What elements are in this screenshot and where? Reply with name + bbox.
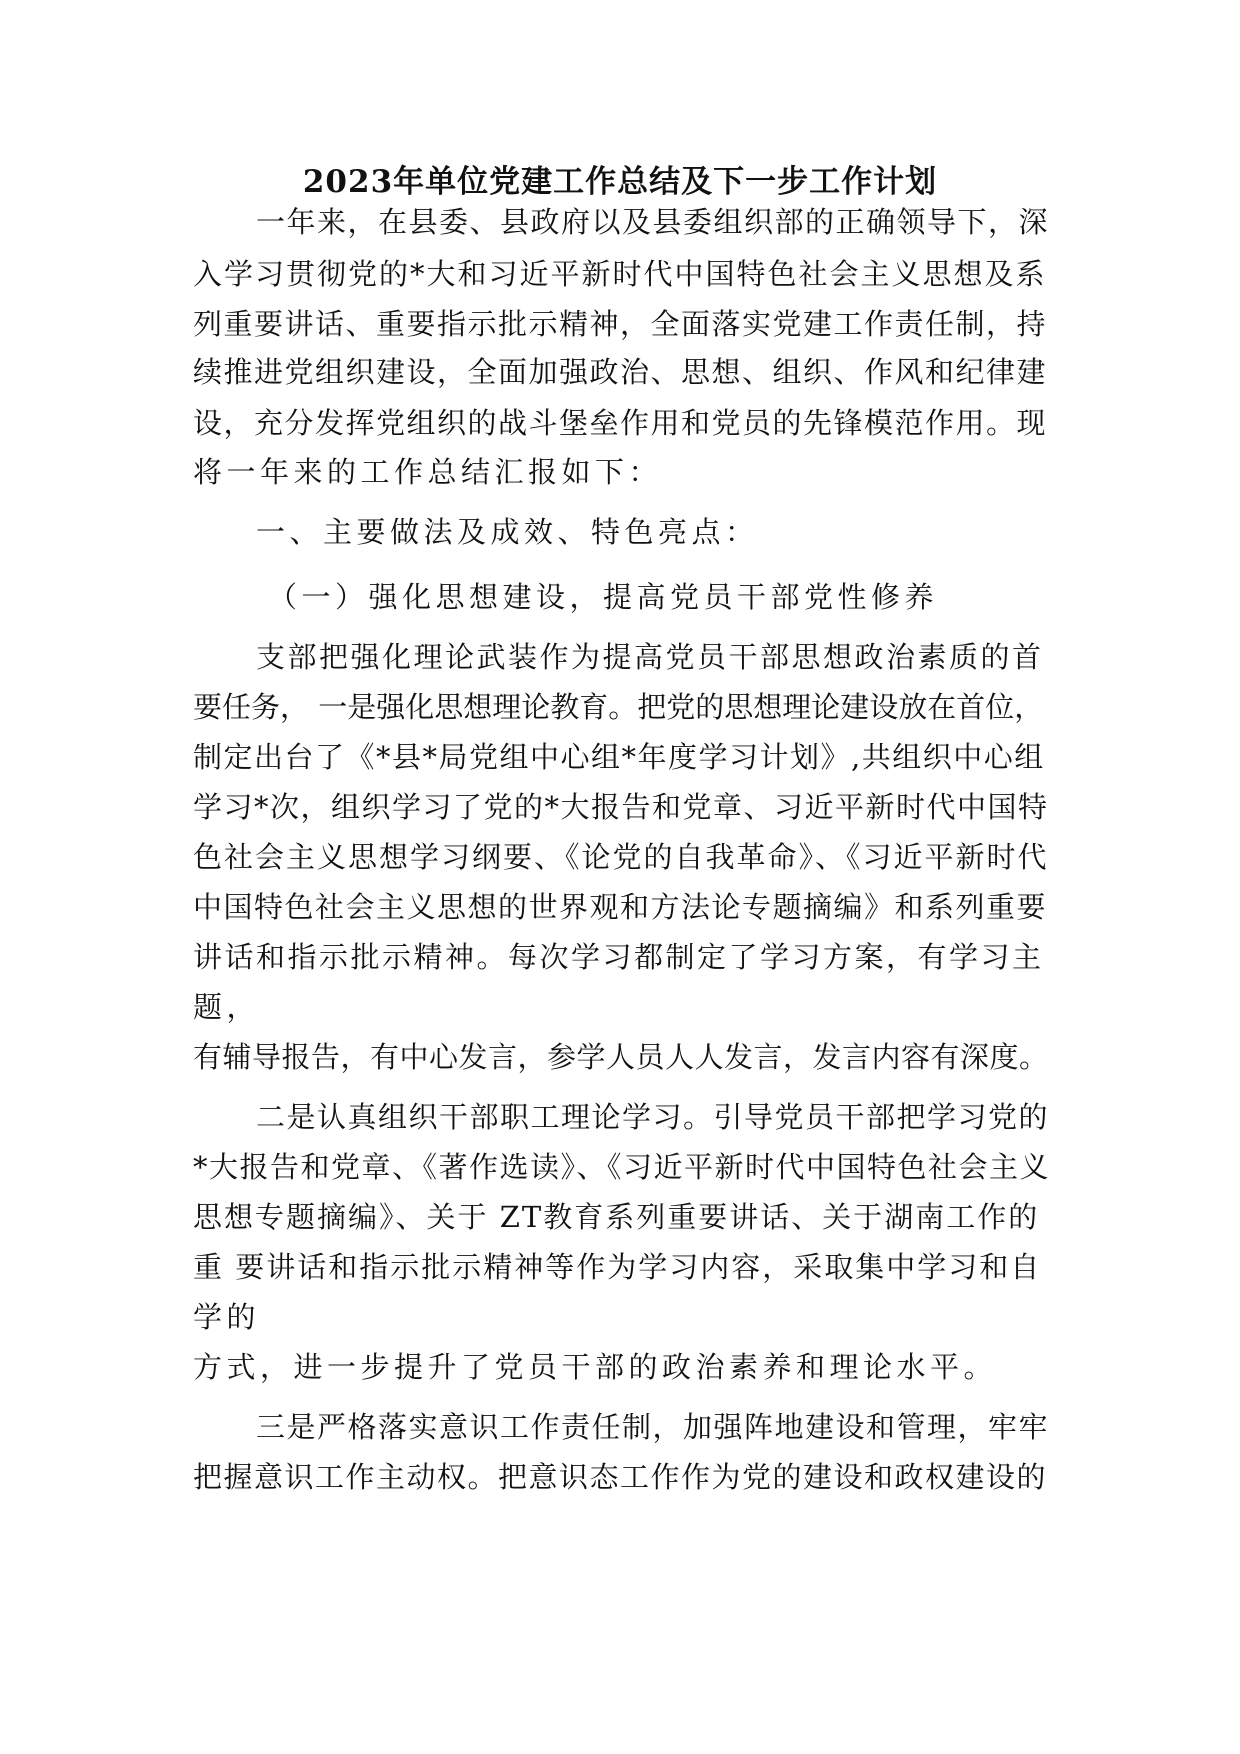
- paragraph-line: *大报告和党章、《著作选读》、《习近平新时代中国特色社会主义: [193, 1150, 1051, 1184]
- paragraph-line: 支部把强化理论武装作为提高党员干部思想政治素质的首: [256, 640, 1044, 674]
- paragraph-line: 制定出台了《*县*局党组中心组*年度学习计划》,共组织中心组: [193, 740, 1045, 774]
- paragraph-line: 色社会主义思想学习纲要、《论党的自我革命》、《习近平新时代: [193, 840, 1049, 874]
- paragraph-line: 将一年来的工作总结汇报如下：: [193, 455, 663, 489]
- subsection-heading: （一）强化思想建设，提高党员干部党性修养: [268, 580, 939, 614]
- paragraph-line: 三是严格落实意识工作责任制，加强阵地建设和管理，牢牢: [256, 1410, 1050, 1444]
- paragraph-line: 列重要讲话、重要指示批示精神，全面落实党建工作责任制，持: [193, 307, 1048, 341]
- paragraph-line: 讲话和指示批示精神。每次学习都制定了学习方案，有学习主: [193, 940, 1044, 974]
- paragraph-line: 一年来，在县委、县政府以及县委组织部的正确领导下，深: [256, 205, 1050, 239]
- paragraph-line: 入学习贯彻党的*大和习近平新时代中国特色社会主义思想及系: [193, 257, 1047, 291]
- document-title: 2023年单位党建工作总结及下一步工作计划: [302, 164, 938, 200]
- paragraph-line: 把握意识工作主动权。把意识态工作作为党的建设和政权建设的: [193, 1460, 1048, 1494]
- paragraph-line: 中国特色社会主义思想的世界观和方法论专题摘编》和系列重要: [193, 890, 1048, 924]
- paragraph-line: 方式，进一步提升了党员干部的政治素养和理论水平。: [193, 1350, 998, 1384]
- paragraph-line: 要任务， 一是强化思想理论教育。把党的思想理论建设放在首位，: [193, 690, 1044, 724]
- paragraph-line: 重 要讲话和指示批示精神等作为学习内容，采取集中学习和自: [193, 1250, 1042, 1284]
- paragraph-line: 设，充分发挥党组织的战斗堡垒作用和党员的先锋模范作用。现: [193, 406, 1048, 440]
- paragraph-line: 思想专题摘编》、关于 ZT教育系列重要讲话、关于湖南工作的: [193, 1200, 1040, 1234]
- paragraph-line: 有辅导报告，有中心发言，参学人员人人发言，发言内容有深度。: [193, 1040, 1049, 1074]
- paragraph-line: 续推进党组织建设，全面加强政治、思想、组织、作风和纪律建: [193, 355, 1048, 389]
- paragraph-line: 题，: [193, 990, 261, 1024]
- paragraph-line: 学的: [193, 1300, 261, 1334]
- paragraph-line: 学习*次，组织学习了党的*大报告和党章、习近平新时代中国特: [193, 790, 1049, 824]
- paragraph-line: 二是认真组织干部职工理论学习。引导党员干部把学习党的: [256, 1100, 1050, 1134]
- section-heading: 一、主要做法及成效、特色亮点：: [256, 515, 759, 549]
